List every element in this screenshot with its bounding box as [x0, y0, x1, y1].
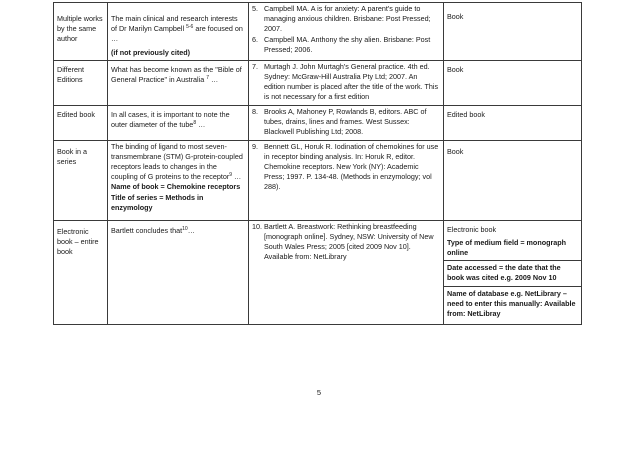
- format-cell: Book: [444, 60, 582, 105]
- rule-note: (if not previously cited): [111, 47, 191, 57]
- in-text-cell: In all cases, it is important to note the outer diameter of the tube$^8$ …: [108, 105, 249, 140]
- reference-entry: 9. Bennett GL, Horuk R. Iodination of chemokines for use in receptor binding analysis. In: Horuk R, editor. Chemokine receptors. New York (NY): Academic Press; 1997. P. 134-48. (Methods in enzymology; vol 288).: [252, 141, 439, 192]
- type-label: Multiple works by the same author: [57, 14, 103, 44]
- table-row: [54, 105, 582, 140]
- format-note: Name of database e.g. NetLibrary – need to enter this manually: Available from: NetLibray: [447, 288, 576, 319]
- type-cell: Electronic book – entire book: [54, 220, 108, 324]
- type-cell: Book in a series: [54, 140, 108, 220]
- format-note: Type of medium field = monograph online: [447, 237, 567, 258]
- reference-entry: 5. Campbell MA. A is for anxiety: A parent's guide to managing anxious children. Brisbane: Post Pressed; 2007.: [252, 4, 431, 34]
- table-row: [54, 220, 582, 324]
- format-cell: Book: [444, 140, 582, 220]
- in-text-cell: Bartlett concludes that$^{10}$…: [108, 220, 249, 324]
- table-row: [54, 140, 582, 220]
- in-text-cell: What has become known as the "Bible of General Practice" in Australia $^7$ …: [108, 60, 249, 105]
- table-row: [54, 3, 582, 61]
- format-cell: Book: [444, 3, 582, 61]
- in-text-cell: The binding of ligand to most seven-transmembrane (STM) G-protein-coupled receptors leads to changes in the coupling of G proteins to the receptor$^9$ … Name of book = Chemokine receptors Title of series = Methods in enzymology: [108, 140, 249, 220]
- reference-entry: 10. Bartlett A. Breastwork: Rethinking breastfeeding [monograph online]. Sydney, NSW: University of New South Wales Press; 2005 [cited 2009 Nov 10]. Available from: NetLibrary: [252, 221, 434, 262]
- reference-cell: [249, 105, 444, 140]
- reference-cell: [249, 60, 444, 105]
- type-cell: [54, 3, 108, 61]
- in-text-cell: The main clinical and research interests of Dr Marilyn Campbell $^{5-6}$ are focused on … (if not previously cited): [108, 3, 249, 61]
- reference-cell: [249, 220, 444, 324]
- format-cell: Edited book: [444, 105, 582, 140]
- format-note: Date accessed = the date that the book was cited e.g. 2009 Nov 10: [447, 263, 561, 283]
- page-number: 5: [316, 388, 322, 397]
- reference-cell: [249, 3, 444, 61]
- format-cell: Electronic book Type of medium field = monograph online Date accessed = the date that the book was cited e.g. 2009 Nov 10 Name of database e.g. NetLibrary – need to enter this manually: Available from: NetLibray: [444, 220, 582, 324]
- type-cell: Edited book: [54, 105, 108, 140]
- reference-cell: [249, 140, 444, 220]
- reference-entry: 8. Brooks A, Mahoney P, Rowlands B, editors. ABC of tubes, drains, lines and frames. West Sussex: Blackwell Publishing Ltd; 2008.: [252, 106, 427, 137]
- series-note: Name of book = Chemokine receptors: [111, 182, 241, 192]
- reference-entry: 7. Murtagh J. John Murtagh's General practice. 4th ed. Sydney: McGraw-Hill Australia Pty Ltd; 2007. An edition number is placed after the title of the work. This is not necessary for a first edition: [252, 61, 439, 102]
- series-note: Title of series = Methods in enzymology: [111, 192, 204, 212]
- type-cell: Different Editions: [54, 60, 108, 105]
- reference-style-table: [53, 2, 582, 325]
- reference-entry: 6. Campbell MA. Anthony the shy alien. Brisbane: Post Pressed; 2006.: [252, 34, 431, 54]
- table-row: [54, 60, 582, 105]
